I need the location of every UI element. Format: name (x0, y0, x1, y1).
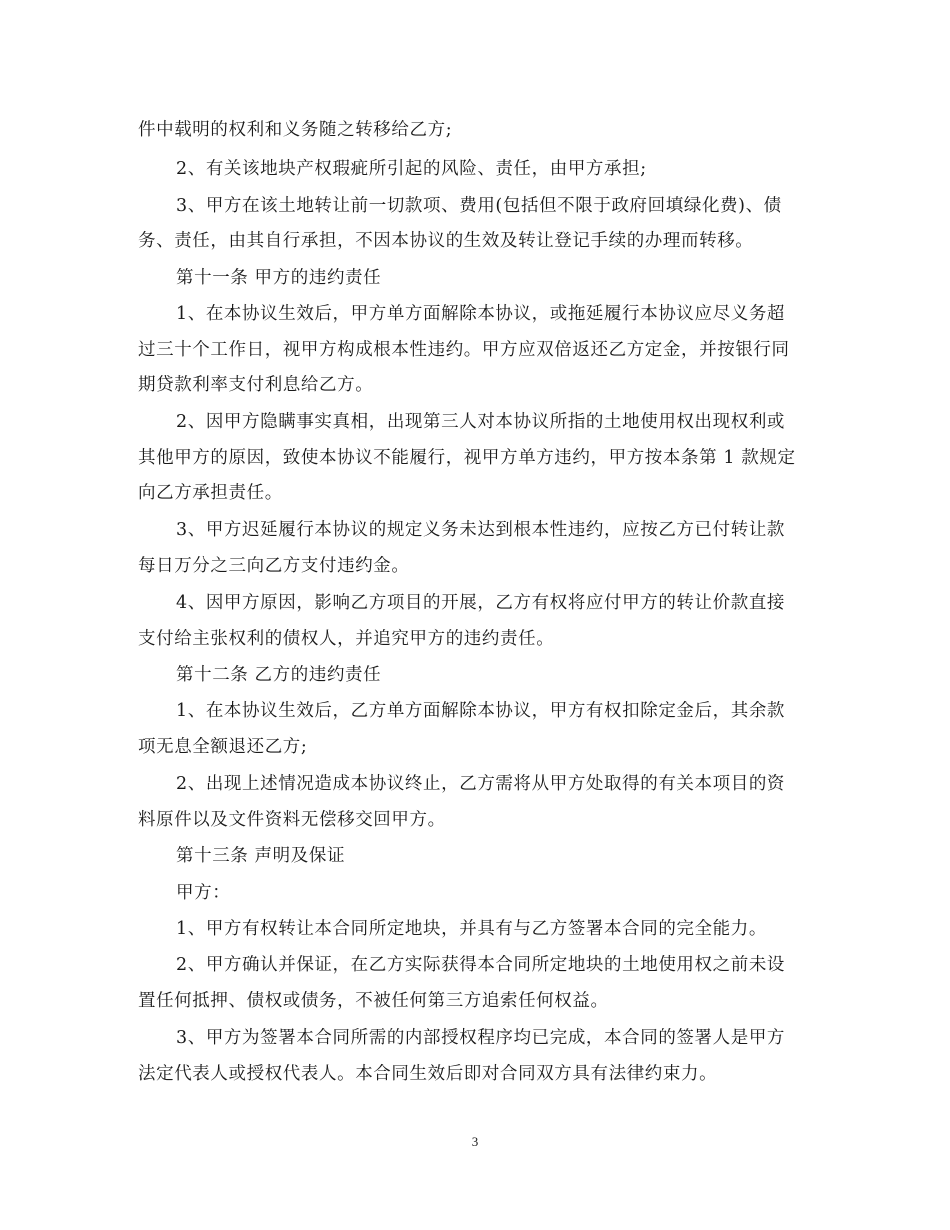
article-heading: 第十二条 乙方的违约责任 (176, 665, 382, 685)
clause-paragraph: 2、甲方确认并保证，在乙方实际获得本合同所定地块的土地使用权之前未设 (176, 955, 786, 975)
text-line: 每日万分之三向乙方支付违约金。 (138, 556, 410, 576)
clause-paragraph: 1、在本协议生效后，甲方单方面解除本协议，或拖延履行本协议应尽义务超 (176, 304, 786, 324)
clause-paragraph: 2、有关该地块产权瑕疵所引起的风险、责任，由甲方承担; (176, 159, 647, 179)
text-line: 置任何抵押、债权或债务，不被任何第三方追索任何权益。 (138, 991, 609, 1011)
clause-paragraph: 3、甲方为签署本合同所需的内部授权程序均已完成，本合同的签署人是甲方 (176, 1028, 786, 1048)
text-line: 向乙方承担责任。 (138, 483, 283, 503)
text-line: 件中载明的权利和义务随之转移给乙方; (138, 120, 453, 140)
text-line: 务、责任，由其自行承担，不因本协议的生效及转让登记手续的办理而转移。 (138, 231, 754, 251)
text-line: 法定代表人或授权代表人。本合同生效后即对合同双方具有法律约束力。 (138, 1064, 718, 1084)
text-line: 期贷款利率支付利息给乙方。 (138, 375, 374, 395)
clause-paragraph: 2、出现上述情况造成本协议终止，乙方需将从甲方处取得的有关本项目的资 (176, 774, 786, 794)
text-line: 过三十个工作日，视甲方构成根本性违约。甲方应双倍返还乙方定金，并按银行同 (138, 340, 790, 360)
page-number: 3 (471, 1134, 479, 1149)
clause-paragraph: 1、在本协议生效后，乙方单方面解除本协议，甲方有权扣除定金后，其余款 (176, 701, 786, 721)
article-heading: 第十一条 甲方的违约责任 (176, 268, 382, 288)
clause-paragraph: 4、因甲方原因，影响乙方项目的开展，乙方有权将应付甲方的转让价款直接 (176, 593, 786, 613)
clause-paragraph: 2、因甲方隐瞒事实真相，出现第三人对本协议所指的土地使用权出现权利或 (176, 412, 786, 432)
text-line: 支付给主张权利的债权人，并追究甲方的违约责任。 (138, 629, 555, 649)
party-label: 甲方： (176, 883, 231, 903)
text-line: 料原件以及文件资料无偿移交回甲方。 (138, 810, 446, 830)
clause-paragraph: 1、甲方有权转让本合同所定地块，并具有与乙方签署本合同的完全能力。 (176, 919, 767, 939)
text-line: 项无息全额退还乙方; (138, 737, 308, 757)
clause-paragraph: 3、甲方在该土地转让前一切款项、费用(包括但不限于政府回填绿化费)、债 (176, 196, 782, 216)
text-line: 其他甲方的原因，致使本协议不能履行，视甲方单方违约，甲方按本条第 1 款规定 (138, 448, 796, 468)
article-heading: 第十三条 声明及保证 (176, 846, 346, 866)
clause-paragraph: 3、甲方迟延履行本协议的规定义务未达到根本性违约，应按乙方已付转让款 (176, 520, 786, 540)
